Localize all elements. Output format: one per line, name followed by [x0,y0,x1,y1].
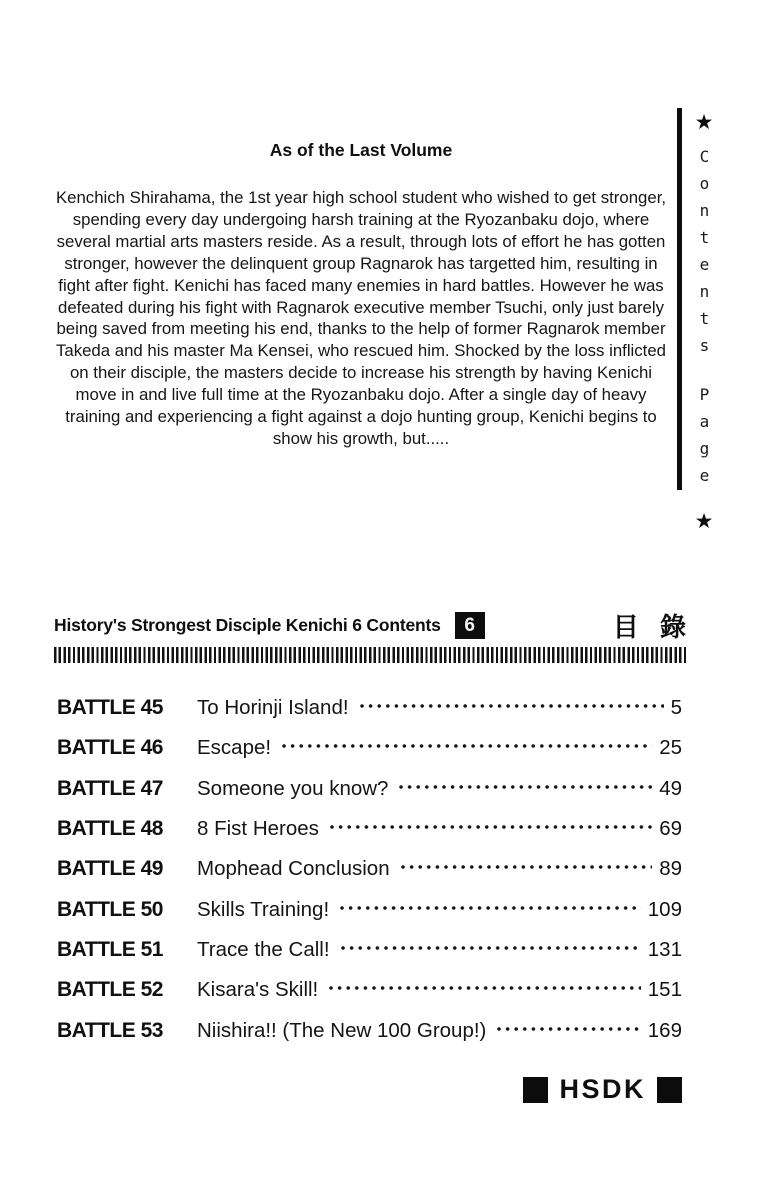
battle-number: BATTLE 47 [57,776,163,800]
volume-number-badge: 6 [455,612,485,639]
synopsis-heading: As of the Last Volume [269,140,453,160]
toc-row [57,1010,682,1050]
toc-row [57,769,682,809]
page-number: 109 [647,897,682,921]
bars-divider [54,647,686,663]
chapter-title: To Horinji Island! [197,696,349,720]
toc-row [57,930,682,970]
sidebar-page-label: Page [695,385,714,493]
dot-leader [330,825,652,829]
chapter-title: 8 Fist Heroes [197,817,319,841]
battle-number: BATTLE 48 [57,817,163,841]
synopsis-section [52,140,670,450]
chapter-title: Mophead Conclusion [197,857,390,881]
page-number: 131 [647,937,682,961]
battle-number: BATTLE 53 [57,1018,163,1042]
synopsis-body: Kenchich Shirahama, the 1st year high school student who wished to get stronger, spending every day undergoing harsh training at the Ryozanbaku dojo, where several martial arts masters reside. As a result, through lots of effort he has gotten stronger, however the delinquent group Ragnarok has targetted him, resulting in fight after fight. Kenichi has faced many enemies in hard battles. However he was defeated during his fight with Ragnarok executive member Tsuchi, only just barely being saved from meeting his end, thanks to the help of former Ragnarok member Takeda and his master Ma Kensei, who rescued him. Shocked by the loss inflicted on their disciple, the masters decide to increase his strength by having Kenichi move in and live full time at the Ryozanbaku dojo. After a single day of heavy training and experiencing a fight against a dojo hunting group, Kenichi begins to show his growth, but..... [55,188,667,448]
toc-row [57,889,682,929]
page-number: 69 [659,817,682,841]
chapter-title: Niishira!! (The New 100 Group!) [197,1018,487,1042]
dot-leader [329,986,641,990]
battle-number: BATTLE 51 [57,937,163,961]
kanji-contents-label: 目 錄 [612,612,686,642]
toc-row [57,688,682,728]
dot-leader [341,946,641,950]
contents-header [54,611,686,663]
chapter-title: Kisara's Skill! [197,978,319,1002]
dot-leader [360,704,664,708]
dot-leader [497,1027,640,1031]
battle-number: BATTLE 45 [57,696,163,720]
footer-label: HSDK [559,1074,646,1104]
contents-title: History's Strongest Disciple Kenichi 6 Contents [54,615,441,635]
sidebar-contents-label: Contents [695,147,714,363]
footer-logo [57,1076,682,1103]
contents-header-row [54,611,686,640]
toc-row [57,849,682,889]
chapter-title: Escape! [197,736,272,760]
dot-leader [340,906,641,910]
battle-number: BATTLE 49 [57,857,163,881]
page-number: 89 [659,857,682,881]
battle-number: BATTLE 50 [57,897,163,921]
page-number: 5 [670,696,682,720]
black-square-icon [657,1077,682,1103]
chapter-title: Someone you know? [197,776,389,800]
page-number: 169 [647,1018,682,1042]
toc-list [57,688,682,1051]
chapter-title: Trace the Call! [197,937,330,961]
contents-page-sidebar [688,112,720,532]
battle-number: BATTLE 46 [57,736,163,760]
dot-leader [282,744,652,748]
toc-row [57,809,682,849]
page-number: 25 [659,736,682,760]
black-square-icon [523,1077,548,1103]
page-number: 49 [659,776,682,800]
dot-leader [401,865,653,869]
page-number: 151 [647,978,682,1002]
dot-leader [399,785,652,789]
chapter-title: Skills Training! [197,897,330,921]
star-icon: ★ [694,111,714,134]
sidebar-vertical-rule [677,108,682,490]
battle-number: BATTLE 52 [57,978,163,1002]
star-icon: ★ [694,510,714,533]
toc-row [57,728,682,768]
toc-row [57,970,682,1010]
